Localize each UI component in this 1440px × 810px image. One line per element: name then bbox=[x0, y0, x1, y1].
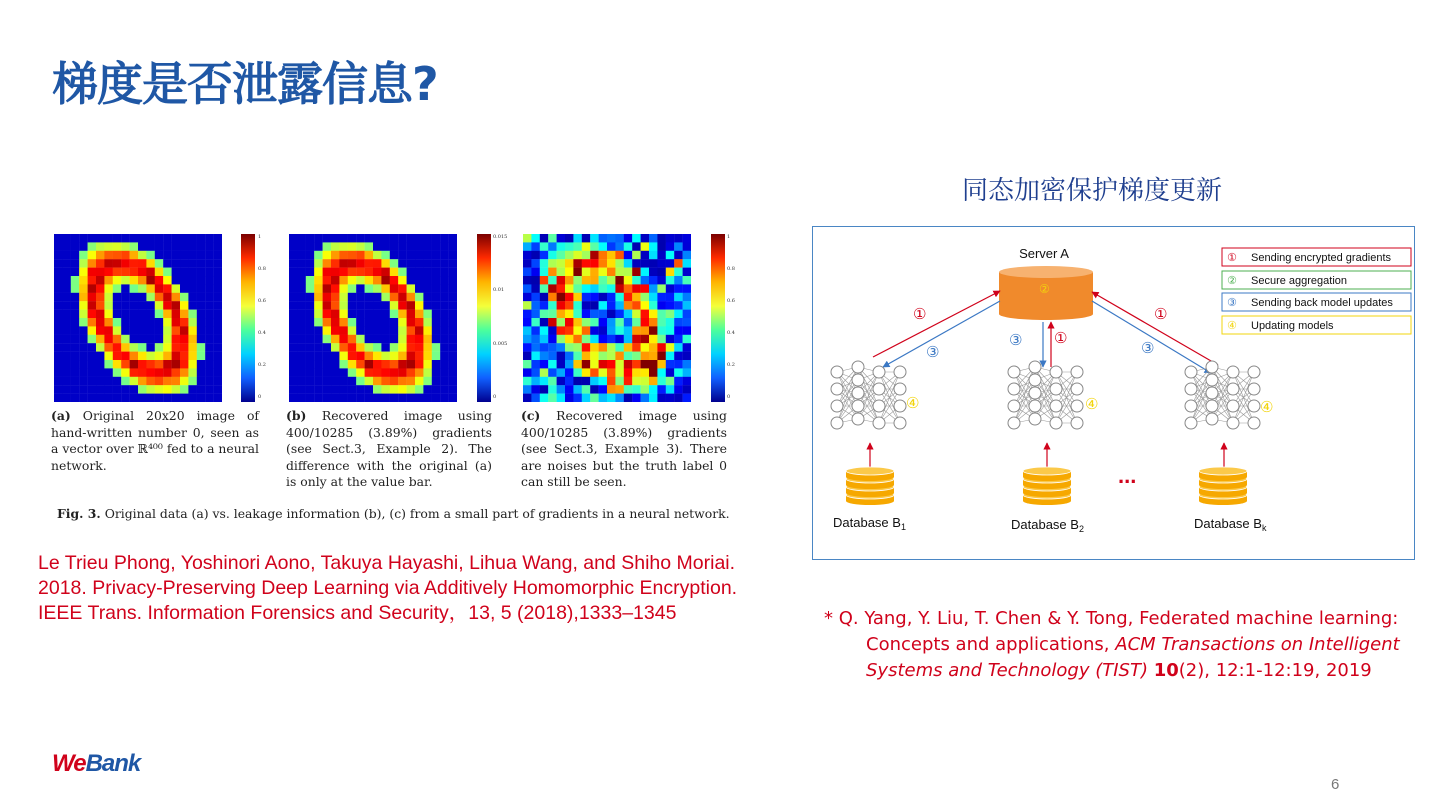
db-label-1 bbox=[833, 515, 906, 532]
caption-c-id: (c) bbox=[521, 408, 541, 423]
heatmap-original bbox=[54, 234, 222, 402]
step-three-left: ③ bbox=[926, 343, 940, 361]
colorbar-tick-label: 0.4 bbox=[258, 330, 266, 336]
figure-caption-text: Original data (a) vs. leakage information (b), (c) from a small part of gradients in a neural network. bbox=[104, 506, 730, 521]
colorbar-tick-label: 1 bbox=[727, 234, 731, 240]
legend bbox=[1222, 248, 1411, 334]
colorbar-tick-label: 0.6 bbox=[258, 298, 266, 304]
colorbar-tick-label: 0 bbox=[493, 394, 497, 400]
db-label-3-base: Database B bbox=[1194, 516, 1262, 531]
reference-yang bbox=[824, 606, 1414, 684]
neural-network-icon bbox=[1008, 361, 1083, 429]
reference-yang-line1: * Q. Yang, Y. Liu, T. Chen & Y. Tong, Federated machine learning: bbox=[824, 608, 1399, 629]
logo-bank: Bank bbox=[85, 750, 141, 777]
reference-yang-journal-1: ACM Transactions on Intelligent bbox=[1115, 634, 1400, 655]
database-icon bbox=[846, 467, 894, 505]
colorbar-tick-label: 0.6 bbox=[727, 298, 735, 304]
colorbar-tick-label: 0.8 bbox=[727, 266, 735, 272]
arrow-back-left bbox=[883, 301, 1000, 367]
legend-num-4: ④ bbox=[1227, 319, 1237, 332]
server-cylinder bbox=[999, 266, 1093, 320]
caption-b bbox=[286, 408, 492, 491]
legend-text-3: Sending back model updates bbox=[1251, 297, 1393, 309]
reference-yang-line3 bbox=[824, 658, 1414, 684]
colorbar-tick-label: 0.005 bbox=[493, 340, 508, 347]
step-one-right: ① bbox=[1154, 305, 1168, 323]
leakage-figure bbox=[44, 226, 744, 526]
caption-b-text: Recovered image using 400/10285 (3.89%) gradients (see Sect.3, Example 2). The difference with the original (a) is only at the value bar. bbox=[286, 408, 492, 490]
caption-a bbox=[51, 408, 259, 474]
colorbar-tick-label: 0.8 bbox=[258, 266, 266, 272]
step-four-right: ④ bbox=[1260, 398, 1274, 416]
diagram-title: 同态加密保护梯度更新 bbox=[962, 176, 1223, 206]
db-label-2-base: Database B bbox=[1011, 517, 1079, 532]
reference-yang-journal-2: Systems and Technology (TIST) bbox=[866, 660, 1148, 681]
step-four-left: ④ bbox=[906, 394, 920, 412]
logo-we: We bbox=[52, 750, 86, 777]
colorbar-ticks-c bbox=[727, 234, 747, 402]
colorbar-ticks-b bbox=[493, 234, 513, 402]
ellipsis: ... bbox=[1118, 463, 1137, 488]
step-three-middle: ③ bbox=[1009, 331, 1023, 349]
heatmap-recovered-c bbox=[523, 234, 691, 402]
caption-c-text: Recovered image using 400/10285 (3.89%) gradients (see Sect.3, Example 3). There are noises but the truth label 0 can still be seen. bbox=[521, 408, 727, 490]
step-four-middle: ④ bbox=[1085, 395, 1099, 413]
colorbar-tick-label: 0.4 bbox=[727, 330, 735, 336]
colorbar-tick-label: 0 bbox=[258, 394, 262, 400]
db-label-1-sub: 1 bbox=[900, 522, 906, 532]
arrow-send-right bbox=[1092, 292, 1218, 365]
neural-network-icon bbox=[1185, 361, 1260, 429]
colorbar-tick-label: 0 bbox=[727, 394, 731, 400]
colorbar-ticks-a bbox=[258, 234, 278, 402]
caption-c bbox=[521, 408, 727, 491]
db-label-1-base: Database B bbox=[833, 515, 901, 530]
reference-phong: Le Trieu Phong, Yoshinori Aono, Takuya Hayashi, Lihua Wang, and Shiho Moriai. 2018. Privacy-Preserving Deep Learning via Additively Homomorphic Encryption. IEEE Trans. Information Forensics and Security，13, 5 (2018),1333–1345 bbox=[38, 552, 738, 624]
db-label-3-sub: k bbox=[1261, 523, 1267, 533]
colorbar-tick-label: 1 bbox=[258, 234, 262, 240]
colorbar-tick-label: 0.01 bbox=[493, 287, 505, 294]
webank-logo bbox=[52, 750, 140, 778]
server-aggregation-marker: ② bbox=[1039, 282, 1050, 296]
colorbar-tick-label: 0.015 bbox=[493, 234, 508, 240]
db-label-2-sub: 2 bbox=[1078, 524, 1084, 534]
legend-text-2: Secure aggregation bbox=[1251, 275, 1348, 287]
figure-label: Fig. 3. bbox=[57, 506, 101, 521]
server-label: Server A bbox=[1019, 246, 1069, 261]
reference-yang-volume: 10 bbox=[1153, 660, 1179, 681]
legend-num-2: ② bbox=[1227, 274, 1237, 287]
colorbar-b bbox=[477, 234, 491, 402]
colorbar-tick-label: 0.2 bbox=[727, 362, 735, 368]
colorbar-tick-label: 0.2 bbox=[258, 362, 266, 368]
db-label-2 bbox=[1011, 517, 1084, 534]
database-icon bbox=[1023, 467, 1071, 505]
caption-a-id: (a) bbox=[51, 408, 71, 423]
caption-a-text: Original 20x20 image of hand-written number 0, seen as a vector over ℝ⁴⁰⁰ fed to a neural network. bbox=[51, 408, 259, 473]
db-label-3 bbox=[1194, 516, 1267, 533]
caption-b-id: (b) bbox=[286, 408, 307, 423]
database-icon bbox=[1199, 467, 1247, 505]
reference-yang-line2-plain: Concepts and applications, bbox=[866, 634, 1116, 655]
step-three-right: ③ bbox=[1141, 339, 1155, 357]
legend-num-1: ① bbox=[1227, 251, 1237, 264]
figure-caption bbox=[57, 506, 730, 521]
arrow-back-right bbox=[1092, 301, 1211, 373]
heatmap-recovered-b bbox=[289, 234, 457, 402]
slide-title: 梯度是否泄露信息? bbox=[52, 57, 438, 111]
reference-yang-line2 bbox=[824, 632, 1414, 658]
colorbar-c bbox=[711, 234, 725, 402]
reference-yang-pages: (2), 12:1-12:19, 2019 bbox=[1178, 660, 1372, 681]
step-one-left: ① bbox=[913, 305, 927, 323]
federated-diagram bbox=[812, 226, 1415, 560]
legend-text-4: Updating models bbox=[1251, 320, 1334, 332]
step-one-middle: ① bbox=[1054, 329, 1068, 347]
legend-text-1: Sending encrypted gradients bbox=[1251, 252, 1392, 264]
colorbar-a bbox=[241, 234, 255, 402]
legend-num-3: ③ bbox=[1227, 296, 1237, 309]
neural-network-icon bbox=[831, 361, 906, 429]
page-number: 6 bbox=[1331, 776, 1340, 793]
